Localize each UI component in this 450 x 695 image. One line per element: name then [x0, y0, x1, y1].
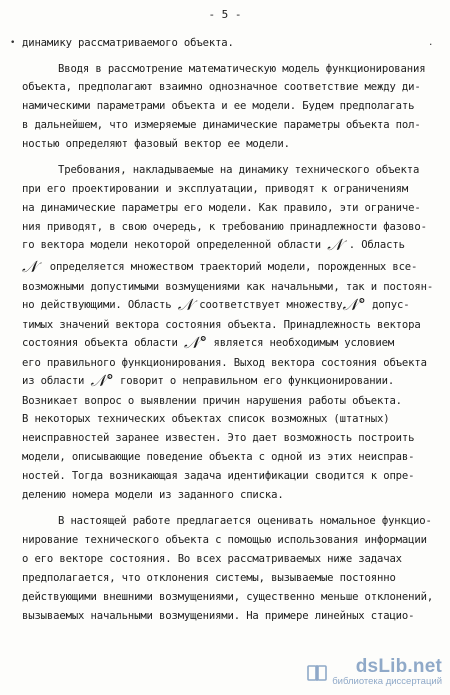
margin-mark: •	[10, 38, 16, 48]
text-segment: является необходимым условием	[213, 337, 395, 349]
text-line: намическими параметрами объекта и ее модели. Будем предполагать	[22, 100, 415, 112]
set-n0-symbol: 𝒩°	[342, 295, 366, 314]
text-line: ностью определяют фазовый вектор ее модели.	[22, 138, 290, 150]
book-icon	[306, 662, 328, 684]
text-line: модели, описывающие поведение объекта с одной из этих неисправ-	[22, 451, 415, 463]
watermark-subtitle: библиотека диссертаций	[332, 676, 442, 687]
text-line: объекта, предполагают взаимно однозначное соответствие между ди-	[22, 81, 421, 93]
text-segment: соответствует множеству	[199, 299, 343, 311]
text-line: его правильного функционирования. Выход вектора состояния объекта	[22, 357, 427, 369]
text-line: ностей. Тогда возникающая задача идентификации сводится к опре-	[22, 470, 415, 482]
set-n0-symbol: 𝒩°	[183, 333, 208, 352]
text-line: В некоторых технических объектах список возможных (штатных)	[22, 413, 390, 425]
text-segment: го вектора модели некоторой определенной области	[22, 239, 321, 251]
text-line: на динамические параметры его модели. Как правило, эти ограниче-	[22, 202, 421, 214]
region-n-symbol: 𝒩	[22, 257, 38, 276]
text-line	[22, 257, 418, 276]
text-line: возможными допустимыми возмущениями как начальными, так и постоян-	[22, 281, 434, 293]
text-line: вызываемых начальными возмущениями. На примере линейных стацио-	[22, 610, 415, 622]
text-line: динамику рассматриваемого объекта.	[22, 37, 234, 49]
text-segment: определяется множеством траекторий модели, порожденных все-	[49, 261, 418, 273]
margin-mark: .	[428, 38, 434, 48]
text-line: ния приводят, в свою очередь, к требованию принадлежности фазово-	[22, 221, 427, 233]
text-segment: . Область	[348, 239, 405, 251]
watermark-title: dsLib.net	[355, 656, 442, 677]
region-n-symbol: 𝒩	[177, 295, 194, 314]
text-line: В настоящей работе предлагается оценивать номальное функцио-	[58, 515, 432, 527]
text-line	[22, 371, 395, 390]
text-line: Возникает вопрос о выявлении причин нарушения работы объекта.	[22, 395, 402, 407]
text-segment: но действующими. Область	[22, 299, 172, 311]
text-segment: из области	[22, 375, 85, 387]
text-line: Вводя в рассмотрение математическую модель функционирования	[58, 63, 426, 75]
text-line	[22, 333, 395, 352]
page-number: - 5 -	[208, 8, 242, 21]
text-line: делению номера модели из заданного списка.	[22, 489, 284, 501]
region-n-symbol: 𝒩	[327, 235, 343, 254]
text-line: в дальнейшем, что измеряемые динамические параметры объекта пол-	[22, 119, 421, 131]
text-line	[22, 235, 405, 254]
text-segment: говорит о неправильном его функционировании.	[120, 375, 395, 387]
text-line: Требования, накладываемые на динамику технического объекта	[58, 164, 420, 176]
text-line	[22, 295, 410, 314]
set-n0-symbol: 𝒩°	[90, 371, 114, 390]
text-line: действующими внешними возмущениями, существенно меньше отклонений,	[22, 591, 434, 603]
text-line: при его проектировании и эксплуатации, приводят к ограничениям	[22, 183, 409, 195]
watermark	[306, 658, 442, 687]
text-line: неисправностей заранее известен. Это дает возможность построить	[22, 432, 415, 444]
text-line: предполагается, что отклонения системы, вызываемые постоянно	[22, 572, 396, 584]
text-line: нирование технического объекта с помощью использования информации	[22, 534, 427, 546]
text-segment: допус-	[372, 299, 410, 311]
text-line: тимых значений вектора состояния объекта. Принадлежность вектора	[22, 319, 421, 331]
text-segment: состояния объекта области	[22, 337, 178, 349]
text-line: о его векторе состояния. Во всех рассматриваемых ниже задачах	[22, 553, 402, 565]
